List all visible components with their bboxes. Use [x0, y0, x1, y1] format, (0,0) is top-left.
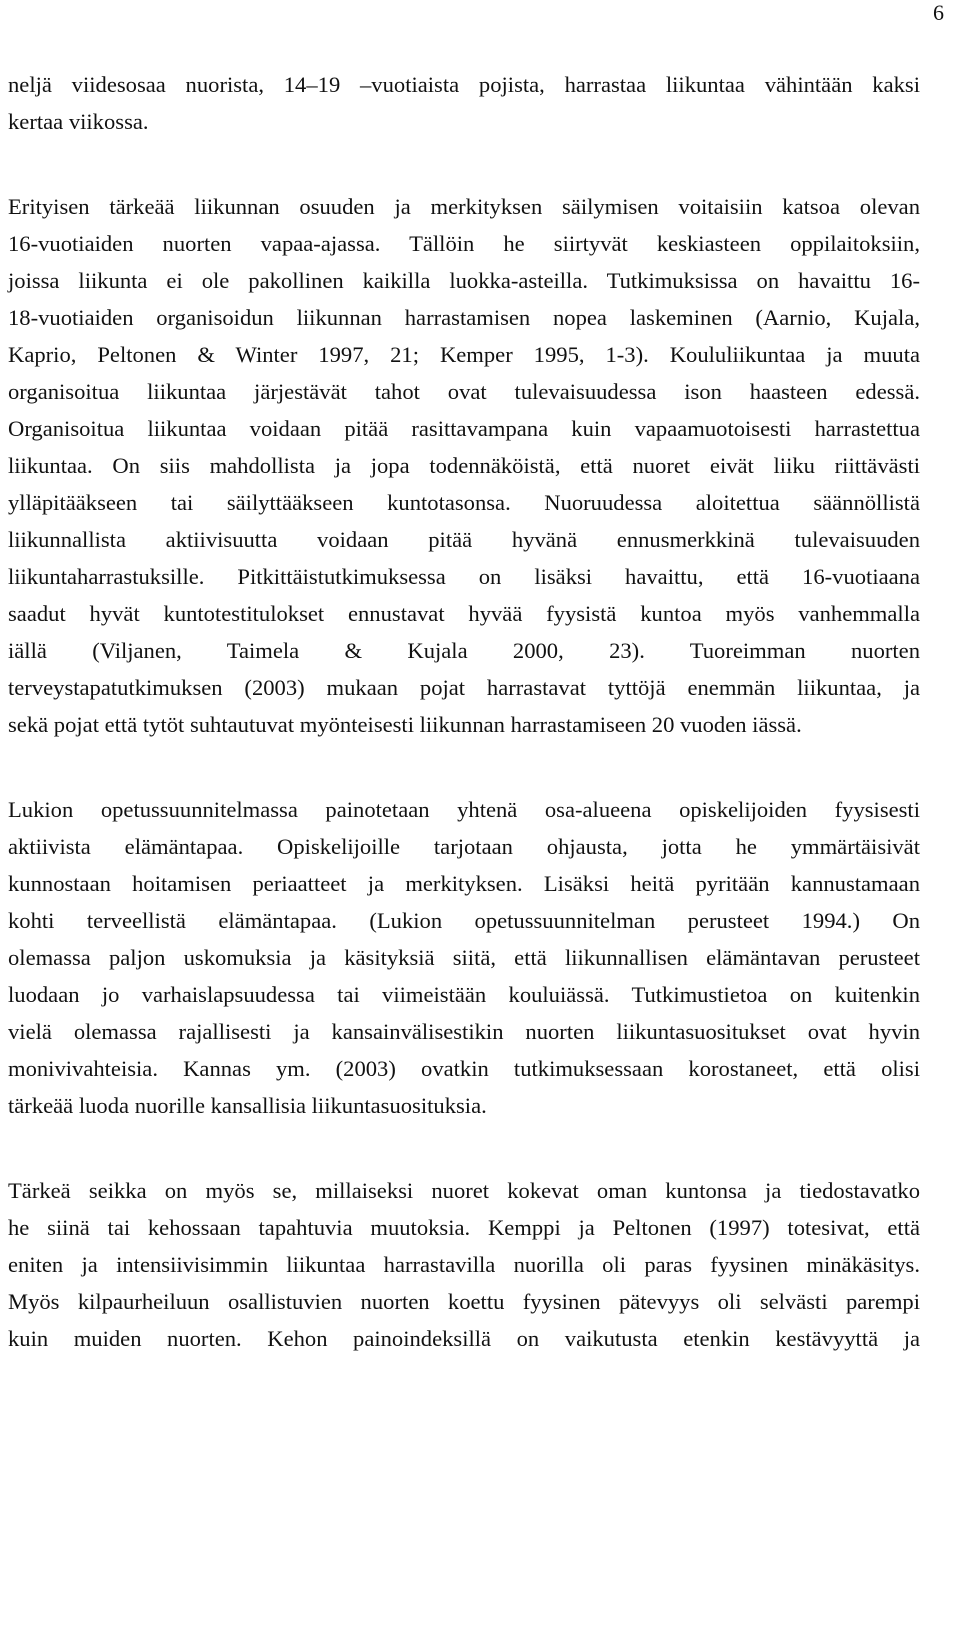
- paragraph-1: [0, 66, 960, 140]
- text-line: kohti terveellistä elämäntapaa. (Lukion opetussuunnitelman perusteet 1994.) On: [8, 908, 920, 933]
- text-line: vielä olemassa rajallisesti ja kansainvälisestikin nuorten liikuntasuositukset ovat hyvin: [8, 1019, 920, 1044]
- text-line: monivivahteisia. Kannas ym. (2003) ovatkin tutkimuksessaan korostaneet, että olisi: [8, 1056, 920, 1081]
- text-line: Kaprio, Peltonen & Winter 1997, 21; Kemper 1995, 1-3). Koululiikuntaa ja muuta: [8, 342, 920, 367]
- text-line: kunnostaan hoitamisen periaatteet ja merkityksen. Lisäksi heitä pyritään kannustamaan: [8, 871, 920, 896]
- text-line: Organisoitua liikuntaa voidaan pitää rasittavampana kuin vapaamuotoisesti harrastettua: [8, 416, 920, 441]
- text-line: neljä viidesosaa nuorista, 14–19 –vuotiaista pojista, harrastaa liikuntaa vähintään kaksi: [8, 72, 920, 97]
- text-line: joissa liikunta ei ole pakollinen kaikilla luokka-asteilla. Tutkimuksissa on havaittu 16-: [8, 268, 920, 293]
- text-line: 16-vuotiaiden nuorten vapaa-ajassa. Tällöin he siirtyvät keskiasteen oppilaitoksiin,: [8, 231, 920, 256]
- text-line: kuin muiden nuorten. Kehon painoindeksillä on vaikutusta etenkin kestävyyttä ja: [8, 1326, 920, 1351]
- text-line: Erityisen tärkeää liikunnan osuuden ja merkityksen säilymisen voitaisiin katsoa olevan: [8, 194, 920, 219]
- text-line: sekä pojat että tytöt suhtautuvat myönteisesti liikunnan harrastamiseen 20 vuoden iässä.: [8, 712, 802, 737]
- text-line: liikunnallista aktiivisuutta voidaan pitää hyvänä ennusmerkkinä tulevaisuuden: [8, 527, 920, 552]
- paragraph-2: [0, 188, 960, 743]
- text-line: luodaan jo varhaislapsuudessa tai viimeistään kouluiässä. Tutkimustietoa on kuitenkin: [8, 982, 920, 1007]
- text-line: organisoitua liikuntaa järjestävät tahot ovat tulevaisuudessa ison haasteen edessä.: [8, 379, 920, 404]
- text-line: liikuntaharrastuksille. Pitkittäistutkimuksessa on lisäksi havaittu, että 16-vuotiaana: [8, 564, 920, 589]
- text-line: kertaa viikossa.: [8, 109, 149, 134]
- text-line: 18-vuotiaiden organisoidun liikunnan harrastamisen nopea laskeminen (Aarnio, Kujala,: [8, 305, 920, 330]
- paragraph-3: [0, 791, 960, 1124]
- text-line: ylläpitääkseen tai säilyttääkseen kuntotasonsa. Nuoruudessa aloitettua säännöllistä: [8, 490, 920, 515]
- paragraph-gap: [0, 140, 960, 188]
- text-line: Tärkeä seikka on myös se, millaiseksi nuoret kokevat oman kuntonsa ja tiedostavatko: [8, 1178, 920, 1203]
- text-line: Lukion opetussuunnitelmassa painotetaan yhtenä osa-alueena opiskelijoiden fyysisesti: [8, 797, 920, 822]
- paragraph-gap: [0, 1124, 960, 1172]
- text-line: saadut hyvät kuntotestitulokset ennustavat hyvää fyysistä kuntoa myös vanhemmalla: [8, 601, 920, 626]
- text-line: he siinä tai kehossaan tapahtuvia muutoksia. Kemppi ja Peltonen (1997) totesivat, että: [8, 1215, 920, 1240]
- text-line: olemassa paljon uskomuksia ja käsityksiä siitä, että liikunnallisen elämäntavan perusteet: [8, 945, 920, 970]
- text-line: liikuntaa. On siis mahdollista ja jopa todennäköistä, että nuoret eivät liiku riittävästi: [8, 453, 920, 478]
- text-line: Myös kilpaurheiluun osallistuvien nuorten koettu fyysinen pätevyys oli selvästi parempi: [8, 1289, 920, 1314]
- text-line: terveystapatutkimuksen (2003) mukaan pojat harrastavat tyttöjä enemmän liikuntaa, ja: [8, 675, 920, 700]
- page-number: 6: [933, 0, 944, 25]
- text-line: iällä (Viljanen, Taimela & Kujala 2000, 23). Tuoreimman nuorten: [8, 638, 920, 663]
- document-body: [0, 66, 960, 1357]
- text-line: eniten ja intensiivisimmin liikuntaa harrastavilla nuorilla oli paras fyysinen minäkäsitys.: [8, 1252, 920, 1277]
- text-line: aktiivista elämäntapaa. Opiskelijoille tarjotaan ohjausta, jotta he ymmärtäisivät: [8, 834, 920, 859]
- paragraph-gap: [0, 743, 960, 791]
- text-line: tärkeää luoda nuorille kansallisia liikuntasuosituksia.: [8, 1093, 487, 1118]
- paragraph-4: [0, 1172, 960, 1357]
